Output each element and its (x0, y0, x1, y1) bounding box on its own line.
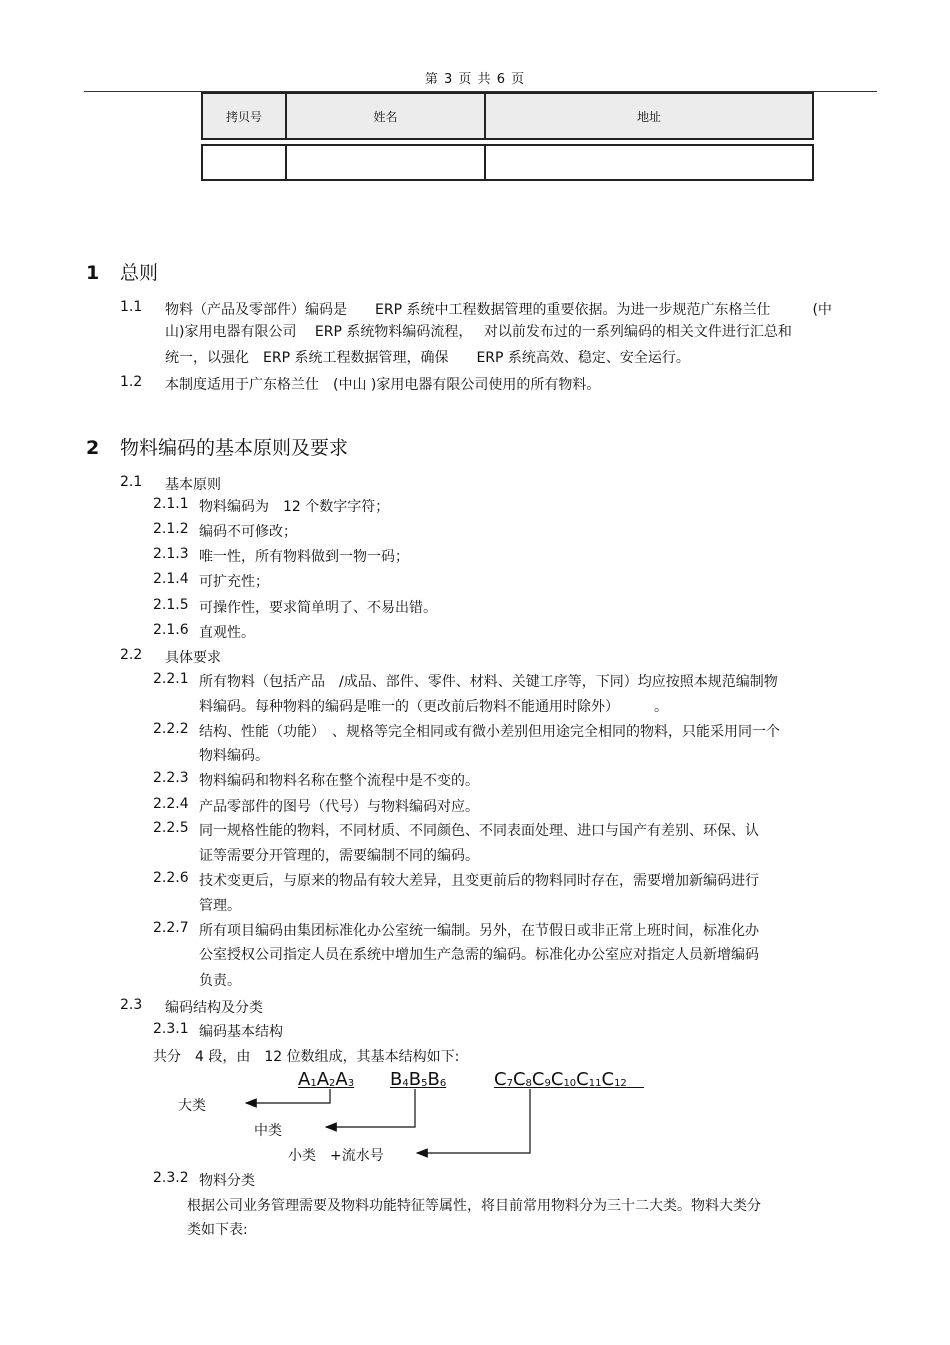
code-letter: B (408, 1069, 422, 1090)
code-index: 5 (421, 1078, 428, 1089)
list-item-cont: 料编码。每种物料的编码是唯一的（更改前后物料不能通用时除外） 。 (199, 699, 668, 715)
list-item: 结构、性能（功能） 、规格等完全相同或有微小差别但用途完全相同的物料，只能采用同一个 (199, 724, 780, 740)
list-item-number: 2.2.1 (153, 671, 189, 687)
code-letter: A (335, 1069, 348, 1090)
clause-title: 具体要求 (165, 650, 221, 666)
code-index: 12 (614, 1078, 627, 1089)
code-letter: A (316, 1069, 330, 1090)
code-index: 10 (563, 1078, 577, 1089)
code-letter: C (494, 1069, 507, 1090)
list-item: 物料分类 (199, 1173, 255, 1189)
paragraph-line: 物料（产品及零部件）编码是 ERP 系统中工程数据管理的重要依据。为进一步规范广东格兰仕 (中 (165, 302, 832, 318)
list-item-number: 2.3.1 (153, 1021, 189, 1037)
clause-number: 2.1 (120, 474, 143, 490)
list-item-cont: 负责。 (199, 973, 241, 989)
paragraph-line: 根据公司业务管理需要及物料功能特征等属性，将目前常用物料分为三十二大类。物料大类分 (187, 1198, 761, 1214)
list-item-cont: 公室授权公司指定人员在系统中增加生产急需的编码。标准化办公室应对指定人员新增编码 (199, 947, 759, 963)
cell-name (286, 145, 485, 180)
list-item-number: 2.1.2 (153, 521, 189, 537)
clause-number: 1.2 (120, 374, 143, 390)
code-letter: B (390, 1069, 403, 1090)
code-segment-b (390, 1069, 446, 1090)
cell-copy-no (202, 145, 286, 180)
code-letter: B (427, 1069, 440, 1090)
list-item-number: 2.2.4 (153, 796, 189, 812)
code-letter: C (550, 1069, 564, 1090)
code-letter: A (298, 1069, 311, 1090)
code-letter: C (531, 1069, 545, 1090)
list-item: 所有项目编码由集团标准化办公室统一编制。另外，在节假日或非正常上班时间，标准化办 (199, 923, 759, 939)
list-item-number: 2.2.3 (153, 770, 189, 786)
code-index: 11 (588, 1078, 602, 1089)
label-large-class: 大类 (178, 1098, 206, 1114)
code-index: 4 (402, 1078, 409, 1089)
paragraph-line: 山)家用电器有限公司 ERP 系统物料编码流程， 对以前发布过的一系列编码的相关文件进行汇总和 (165, 324, 792, 340)
list-item: 产品零部件的图号（代号）与物料编码对应。 (199, 799, 479, 815)
section-number: 1 (86, 262, 100, 284)
header-name: 姓名 (286, 93, 485, 139)
list-item-number: 2.2.5 (153, 820, 189, 836)
table-row (202, 145, 813, 180)
list-item: 物料编码和物料名称在整个流程中是不变的。 (199, 773, 479, 789)
code-index: 6 (439, 1078, 447, 1089)
list-item: 唯一性，所有物料做到一物一码； (199, 549, 409, 565)
list-item-number: 2.3.2 (153, 1170, 189, 1186)
list-item: 编码基本结构 (199, 1024, 283, 1040)
list-item-number: 2.1.5 (153, 597, 189, 613)
paragraph-line: 统一，以强化 ERP 系统工程数据管理，确保 ERP 系统高效、稳定、安全运行。 (165, 350, 690, 366)
code-index: 2 (329, 1078, 336, 1089)
list-item-cont: 管理。 (199, 898, 241, 914)
list-item: 物料编码为 12 个数字字符； (199, 499, 390, 515)
clause-title: 编码结构及分类 (165, 1000, 263, 1016)
clause-number: 1.1 (120, 299, 143, 315)
list-item: 直观性。 (199, 625, 255, 641)
label-small-class: 小类 +流水号 (288, 1148, 384, 1164)
section-title: 物料编码的基本原则及要求 (120, 437, 349, 459)
list-item-number: 2.2.2 (153, 721, 189, 737)
label-mid-class: 中类 (254, 1123, 282, 1139)
list-item: 编码不可修改； (199, 524, 297, 540)
arrow-to-mid-class (326, 1089, 415, 1127)
list-item: 可扩充性； (199, 574, 269, 590)
copy-distribution-table (201, 92, 814, 181)
section-number: 2 (86, 437, 100, 459)
paragraph-line: 类如下表: (187, 1222, 248, 1238)
clause-number: 2.2 (120, 647, 143, 663)
list-item-number: 2.2.6 (153, 870, 189, 886)
section-title: 总则 (120, 262, 159, 284)
list-item: 所有物料（包括产品 /成品、部件、零件、材料、关键工序等，下同）均应按照本规范编制物 (199, 674, 778, 690)
list-item: 可操作性，要求简单明了、不易出错。 (199, 600, 437, 616)
paragraph-line: 共分 4 段，由 12 位数组成，其基本结构如下: (153, 1049, 460, 1065)
list-item: 同一规格性能的物料，不同材质、不同颜色、不同表面处理、进口与国产有差别、环保、认 (199, 823, 759, 839)
header-address: 地址 (485, 93, 813, 139)
header-copy-no: 拷贝号 (202, 93, 286, 139)
list-item-cont: 物料编码。 (199, 748, 269, 764)
cell-address (485, 145, 813, 180)
code-index: 1 (310, 1078, 317, 1089)
code-index: 8 (525, 1078, 532, 1089)
code-letter: C (512, 1069, 526, 1090)
list-item: 技术变更后，与原来的物品有较大差异，且变更前后的物料同时存在，需要增加新编码进行 (199, 873, 759, 889)
list-item-number: 2.1.4 (153, 571, 189, 587)
code-segment-c (494, 1069, 644, 1090)
code-index: 3 (347, 1078, 355, 1089)
list-item-number: 2.1.6 (153, 622, 189, 638)
clause-title: 基本原则 (165, 477, 221, 493)
arrow-to-large-class (246, 1089, 330, 1103)
code-letter: C (576, 1069, 589, 1090)
list-item-number: 2.2.7 (153, 920, 189, 936)
table-header-row (202, 93, 813, 139)
code-index: 9 (544, 1078, 551, 1089)
code-segment-a (298, 1069, 354, 1090)
section-2-heading (86, 433, 348, 460)
list-item-cont: 证等需要分开管理的，需要编制不同的编码。 (199, 848, 479, 864)
clause-number: 2.3 (120, 997, 143, 1013)
paragraph-line: 本制度适用于广东格兰仕 (中山 )家用电器有限公司使用的所有物料。 (165, 377, 601, 393)
code-structure-diagram (160, 1065, 680, 1175)
code-letter: C (601, 1069, 615, 1090)
arrow-to-small-class (417, 1089, 530, 1153)
section-1-heading (86, 258, 158, 285)
code-index: 7 (506, 1078, 513, 1089)
list-item-number: 2.1.3 (153, 546, 189, 562)
page-header: 第 3 页 共 6 页 (424, 72, 526, 87)
list-item-number: 2.1.1 (153, 496, 189, 512)
